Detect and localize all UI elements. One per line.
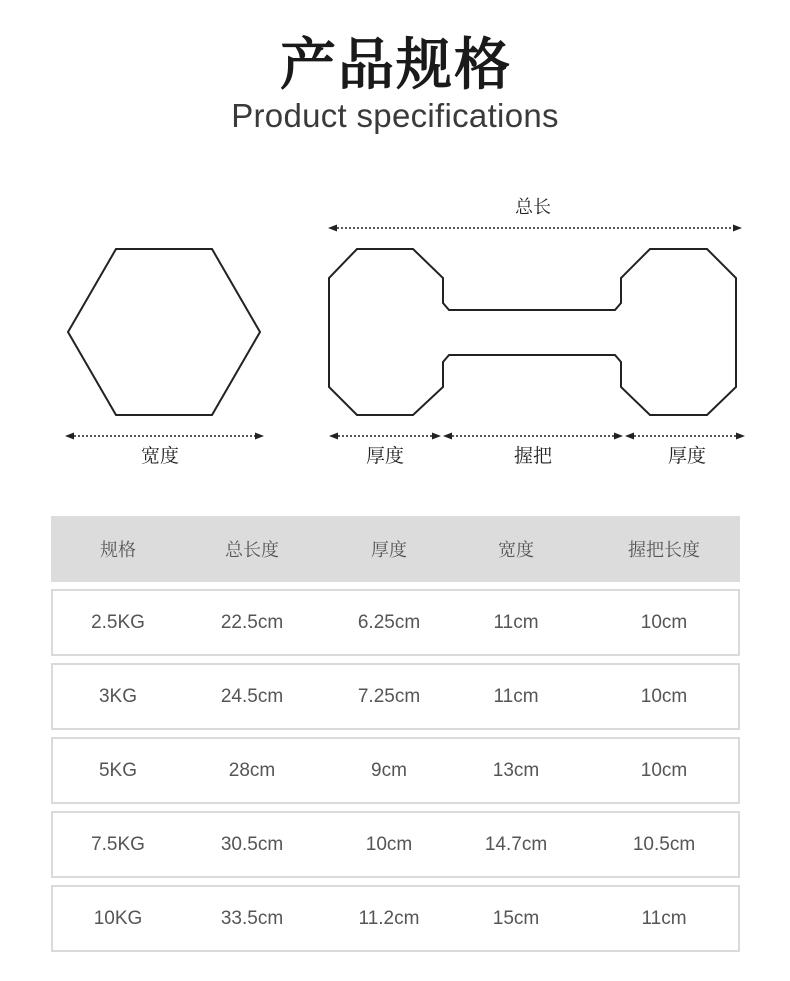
total-length-label: 总长	[515, 197, 551, 217]
cell-total-length: 28cm	[228, 759, 276, 781]
cell-grip-length: 11cm	[641, 907, 687, 929]
cell-grip-length: 10cm	[640, 611, 688, 633]
cell-grip-length: 10cm	[640, 759, 688, 781]
cell-grip-length: 10.5cm	[632, 833, 696, 855]
cell-spec: 2.5KG	[91, 611, 145, 633]
cell-spec: 7.5KG	[91, 833, 145, 855]
cell-thickness: 6.25cm	[357, 611, 421, 633]
width-arrow	[65, 433, 264, 440]
thickness-right-arrow	[625, 433, 745, 440]
arrowhead-left	[328, 225, 337, 232]
table-header-row	[51, 516, 740, 582]
width-label: 宽度	[140, 446, 179, 467]
arrowhead-left	[625, 433, 634, 440]
header-cell-width: 宽度	[498, 540, 534, 560]
arrowhead-right	[736, 433, 745, 440]
thickness-left-label: 厚度	[365, 446, 404, 467]
cell-thickness: 10cm	[365, 833, 413, 855]
header-cell-total-length: 总长度	[225, 540, 279, 560]
grip-label: 握把	[513, 446, 552, 467]
cell-width: 13cm	[492, 759, 540, 781]
thickness-left-arrow	[329, 433, 441, 440]
arrowhead-right	[432, 433, 441, 440]
cell-thickness: 9cm	[371, 759, 407, 781]
cell-spec: 3KG	[98, 685, 138, 707]
grip-arrow	[443, 433, 623, 440]
hexagon-outline	[68, 249, 260, 415]
cell-thickness: 11.2cm	[358, 907, 420, 929]
arrowhead-left	[329, 433, 338, 440]
thickness-right-label: 厚度	[667, 446, 706, 467]
arrowhead-right	[255, 433, 264, 440]
table-row	[51, 589, 740, 656]
header-cell-spec: 规格	[100, 540, 136, 560]
cell-total-length: 33.5cm	[220, 907, 284, 929]
table-row	[51, 885, 740, 952]
cell-grip-length: 10cm	[640, 685, 688, 707]
cell-width: 15cm	[492, 907, 540, 929]
header-cell-thickness: 厚度	[371, 540, 407, 560]
arrowhead-left	[443, 433, 452, 440]
table-row	[51, 737, 740, 804]
arrowhead-right	[614, 433, 623, 440]
cell-total-length: 30.5cm	[220, 833, 284, 855]
table-row	[51, 663, 740, 730]
cell-width: 11cm	[493, 685, 539, 707]
page-subtitle: Product specifications	[231, 97, 559, 134]
cell-spec: 10KG	[93, 907, 143, 929]
arrowhead-right	[733, 225, 742, 232]
dumbbell-outline	[329, 249, 736, 415]
page-title: 产品规格	[280, 33, 512, 96]
total-length-arrow	[328, 225, 742, 232]
cell-width: 11cm	[493, 611, 539, 633]
header-cell-grip-length: 握把长度	[628, 540, 700, 560]
arrowhead-left	[65, 433, 74, 440]
cell-total-length: 24.5cm	[220, 685, 284, 707]
table-row	[51, 811, 740, 878]
cell-width: 14.7cm	[484, 833, 548, 855]
cell-thickness: 7.25cm	[357, 685, 421, 707]
cell-total-length: 22.5cm	[220, 611, 284, 633]
cell-spec: 5KG	[98, 759, 138, 781]
